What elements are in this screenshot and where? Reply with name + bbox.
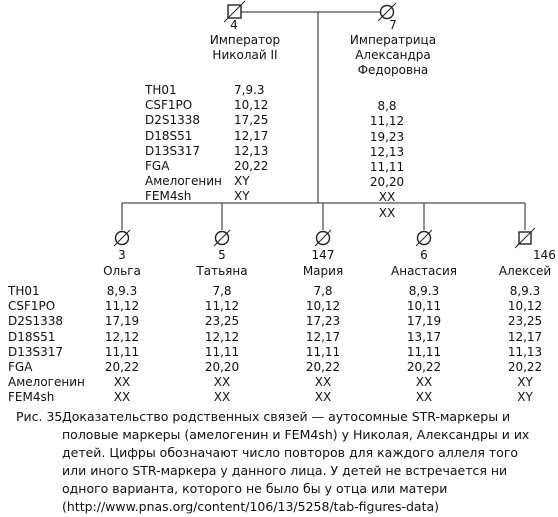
child-marker-value: 17,23	[305, 314, 341, 329]
parent-marker-label: TH01	[145, 83, 177, 97]
child-marker-value: 11,13	[507, 344, 543, 359]
child-marker-value: XX	[113, 390, 131, 405]
child-marker-value: 20,20	[204, 360, 240, 374]
child-marker-value: XX	[113, 375, 131, 390]
child-marker-value: 13,17	[406, 329, 442, 344]
child-marker-value: 20,22	[104, 360, 140, 374]
child-name: Анастасия	[391, 264, 457, 278]
child-marker-value: 11,12	[204, 299, 240, 314]
child-maria-circle-icon	[315, 230, 331, 246]
parent-marker-label: Амелогенин	[145, 174, 222, 189]
mother-number: 7	[389, 18, 397, 32]
child-marker-value: XX	[314, 390, 332, 405]
parent-marker-label: CSF1PO	[145, 98, 193, 113]
child-marker-value: 11,11	[204, 344, 240, 359]
father-marker-value: 10,12	[234, 98, 269, 113]
child-marker-value: 7,8	[212, 284, 232, 298]
child-marker-label: TH01	[8, 284, 40, 298]
child-number: 6	[420, 248, 428, 262]
child-marker-value: XY	[517, 375, 533, 390]
parent-marker-label: D13S317	[145, 143, 201, 158]
father-marker-value: XY	[234, 174, 250, 189]
child-marker-value: 11,11	[406, 344, 442, 359]
father-marker-value: 17,25	[234, 113, 269, 128]
parent-marker-label: D18S51	[145, 128, 193, 143]
mother-marker-value: 8,8	[377, 99, 397, 114]
child-marker-value: 11,11	[104, 344, 140, 359]
child-marker-label: CSF1PO	[8, 299, 56, 314]
child-marker-value: 8,9.3	[408, 284, 440, 298]
parent-marker-label: FEM4sh	[145, 189, 192, 204]
mother-marker-value: 20,20	[369, 175, 405, 190]
child-marker-label: FGA	[8, 360, 33, 374]
child-tatiana-circle-icon	[214, 230, 230, 246]
figure-caption	[16, 408, 546, 516]
caption-label: Рис. 35.	[16, 409, 67, 424]
caption-text: Доказательство родственных связей — аутосомные STR-маркеры и половые маркеры (амелогенин и FEM4sh) у Николая, Александры и их детей. Цифры обозначают число повторов для каждого аллеля того или иного STR-маркера у данного лица. У детей не встречается ни одного варианта, которого не было бы у отца или матери (http://www.pnas.org/content/106/13/5258/tab-figures-data)	[62, 409, 530, 514]
mother-marker-value: 11,11	[369, 160, 405, 174]
mother-marker-value: XX	[378, 205, 396, 220]
child-marker-value: 23,25	[507, 314, 543, 329]
child-number: 146	[533, 248, 556, 262]
child-marker-value: 8,9.3	[509, 284, 541, 298]
child-marker-value: 10,12	[305, 299, 341, 314]
child-marker-value: 20,22	[406, 360, 442, 374]
child-anastasia-circle-icon	[416, 230, 432, 246]
mother-marker-value: XX	[378, 190, 396, 205]
father-marker-value: 7,9.3	[234, 83, 265, 97]
child-marker-value: 10,12	[507, 299, 543, 314]
child-marker-value: XX	[415, 390, 433, 405]
child-marker-value: 23,25	[204, 314, 240, 329]
child-marker-label: Амелогенин	[8, 375, 85, 390]
child-name: Алексей	[498, 264, 552, 278]
child-marker-value: 7,8	[313, 284, 333, 298]
child-marker-value: XX	[314, 375, 332, 390]
child-number: 3	[118, 248, 126, 262]
child-marker-value: 11,11	[305, 344, 341, 359]
child-marker-value: 12,17	[507, 329, 543, 344]
mother-name-line-1: Императрица	[349, 33, 437, 47]
child-marker-value: XX	[415, 375, 433, 390]
child-marker-value: 20,22	[305, 360, 341, 374]
child-marker-value: 17,19	[406, 314, 442, 329]
father-name-line-1: Император	[209, 33, 281, 47]
child-marker-value: 10,11	[406, 299, 442, 314]
child-marker-value: 12,12	[104, 329, 140, 344]
child-name: Татьяна	[196, 264, 248, 278]
mother-marker-value: 12,13	[369, 144, 405, 159]
father-marker-value: 12,17	[234, 128, 269, 143]
parent-marker-label: FGA	[145, 159, 170, 173]
mother-marker-value: 19,23	[369, 129, 405, 144]
father-marker-value: 20,22	[234, 159, 269, 173]
child-marker-value: 20,22	[507, 360, 543, 374]
child-marker-value: 12,17	[305, 329, 341, 344]
child-marker-value: 12,12	[204, 329, 240, 344]
father-name-line-2: Николай II	[212, 48, 278, 62]
child-number: 5	[218, 248, 226, 262]
child-marker-value: XY	[517, 390, 533, 405]
child-marker-label: D2S1338	[8, 314, 64, 329]
child-alexei-square-icon	[515, 228, 535, 248]
mother-marker-value: 11,12	[369, 114, 405, 129]
child-number: 147	[311, 248, 335, 262]
father-marker-value: XY	[234, 189, 250, 204]
child-marker-value: XX	[213, 390, 231, 405]
child-marker-label: FEM4sh	[8, 390, 55, 405]
child-marker-value: 17,19	[104, 314, 140, 329]
child-name: Ольга	[103, 264, 141, 278]
father-marker-value: 12,13	[234, 143, 269, 158]
child-marker-label: D18S51	[8, 329, 56, 344]
mother-name-line-3: Федоровна	[357, 63, 429, 77]
mother-name-line-2: Александра	[355, 48, 431, 62]
child-marker-label: D13S317	[8, 344, 64, 359]
father-number: 4	[230, 18, 238, 32]
child-marker-value: 11,12	[104, 299, 140, 314]
child-name: Мария	[302, 264, 344, 278]
child-olga-circle-icon	[114, 230, 130, 246]
child-marker-value: XX	[213, 375, 231, 390]
parent-marker-label: D2S1338	[145, 113, 201, 128]
child-marker-value: 8,9.3	[106, 284, 138, 298]
